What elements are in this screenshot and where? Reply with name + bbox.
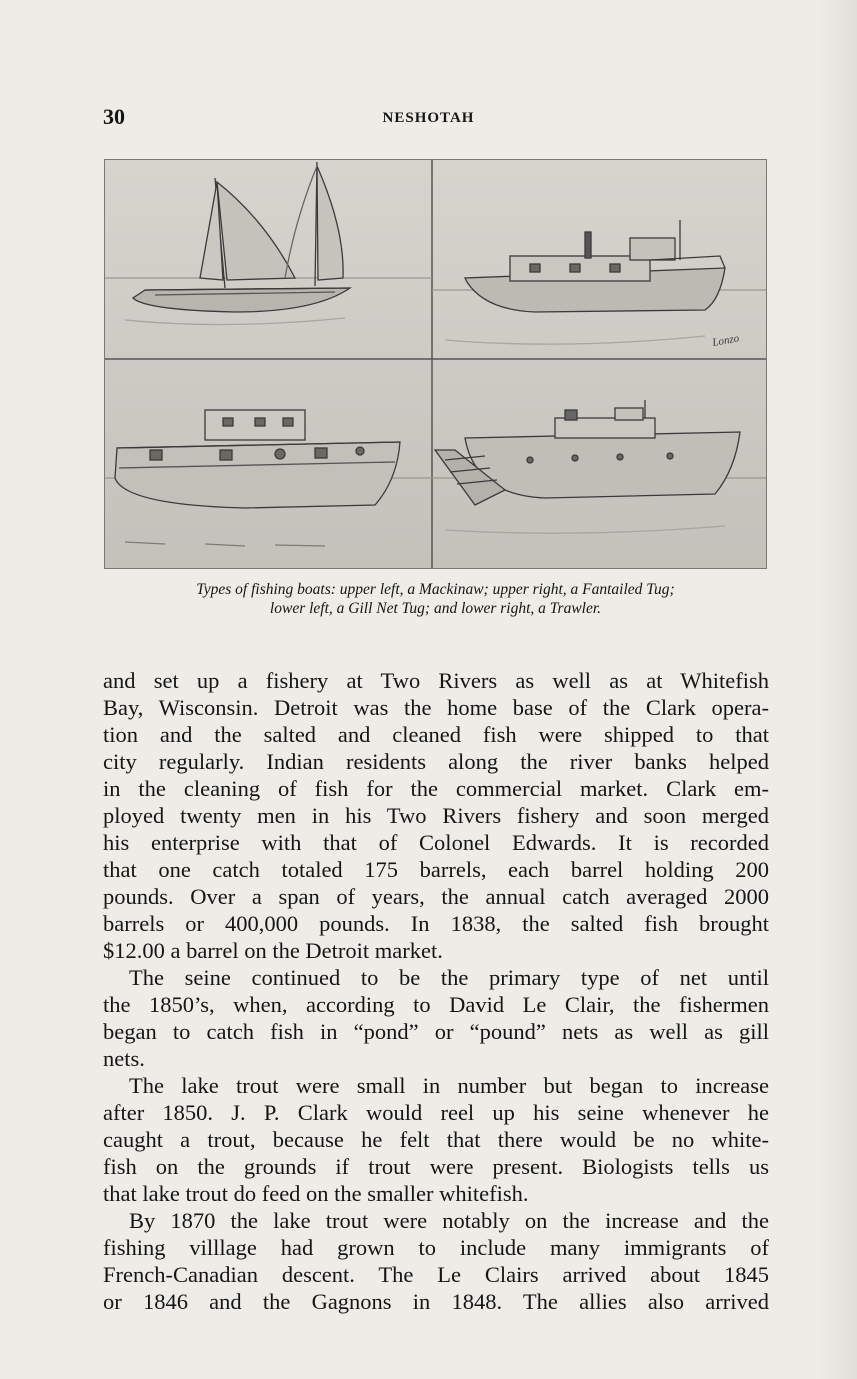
fishing-boats-illustration [104, 159, 767, 569]
text-line: The seine continued to be the primary type of net until [129, 965, 769, 990]
body-text [103, 667, 769, 1315]
text-line: Bay, Wisconsin. Detroit was the home base of the Clark opera- [103, 695, 769, 720]
artist-signature: Lonzo [711, 332, 741, 349]
caption-line: Types of fishing boats: upper left, a Mackinaw; upper right, a Fantailed Tug; [196, 581, 675, 598]
text-line: nets. [103, 1046, 145, 1071]
text-line: The lake trout were small in number but began to increase [129, 1073, 769, 1098]
text-line: fishing villlage had grown to include many immigrants of [103, 1235, 769, 1260]
caption-line: lower left, a Gill Net Tug; and lower right, a Trawler. [269, 600, 602, 617]
text-line: ployed twenty men in his Two Rivers fishery and soon merged [103, 803, 769, 828]
text-line: tion and the salted and cleaned fish were shipped to that [103, 722, 769, 747]
text-line: city regularly. Indian residents along the river banks helped [103, 749, 769, 774]
text-line: caught a trout, because he felt that there would be no white- [103, 1127, 769, 1152]
text-line: $12.00 a barrel on the Detroit market. [103, 938, 443, 963]
text-line: in the cleaning of fish for the commercial market. Clark em- [103, 776, 769, 801]
text-line: after 1850. J. P. Clark would reel up his seine whenever he [103, 1100, 769, 1125]
text-line: began to catch fish in “pond” or “pound” nets as well as gill [103, 1019, 769, 1044]
page-number: 30 [103, 104, 125, 129]
text-line: barrels or 400,000 pounds. In 1838, the salted fish brought [103, 911, 769, 936]
text-line: his enterprise with that of Colonel Edwards. It is recorded [103, 830, 769, 855]
text-line: fish on the grounds if trout were present. Biologists tells us [103, 1154, 769, 1179]
text-line: By 1870 the lake trout were notably on the increase and the [129, 1208, 769, 1233]
text-line: the 1850’s, when, according to David Le Clair, the fishermen [103, 992, 769, 1017]
text-line: or 1846 and the Gagnons in 1848. The allies also arrived [103, 1289, 769, 1314]
text-line: and set up a fishery at Two Rivers as well as at Whitefish [103, 668, 769, 693]
running-title: NESHOTAH [382, 110, 475, 126]
text-line: that lake trout do feed on the smaller whitefish. [103, 1181, 529, 1206]
text-line: that one catch totaled 175 barrels, each barrel holding 200 [103, 857, 769, 882]
page-edge-shadow [819, 0, 857, 1379]
text-line: pounds. Over a span of years, the annual catch averaged 2000 [103, 884, 769, 909]
figure-caption [104, 580, 767, 618]
text-line: French-Canadian descent. The Le Clairs arrived about 1845 [103, 1262, 769, 1287]
